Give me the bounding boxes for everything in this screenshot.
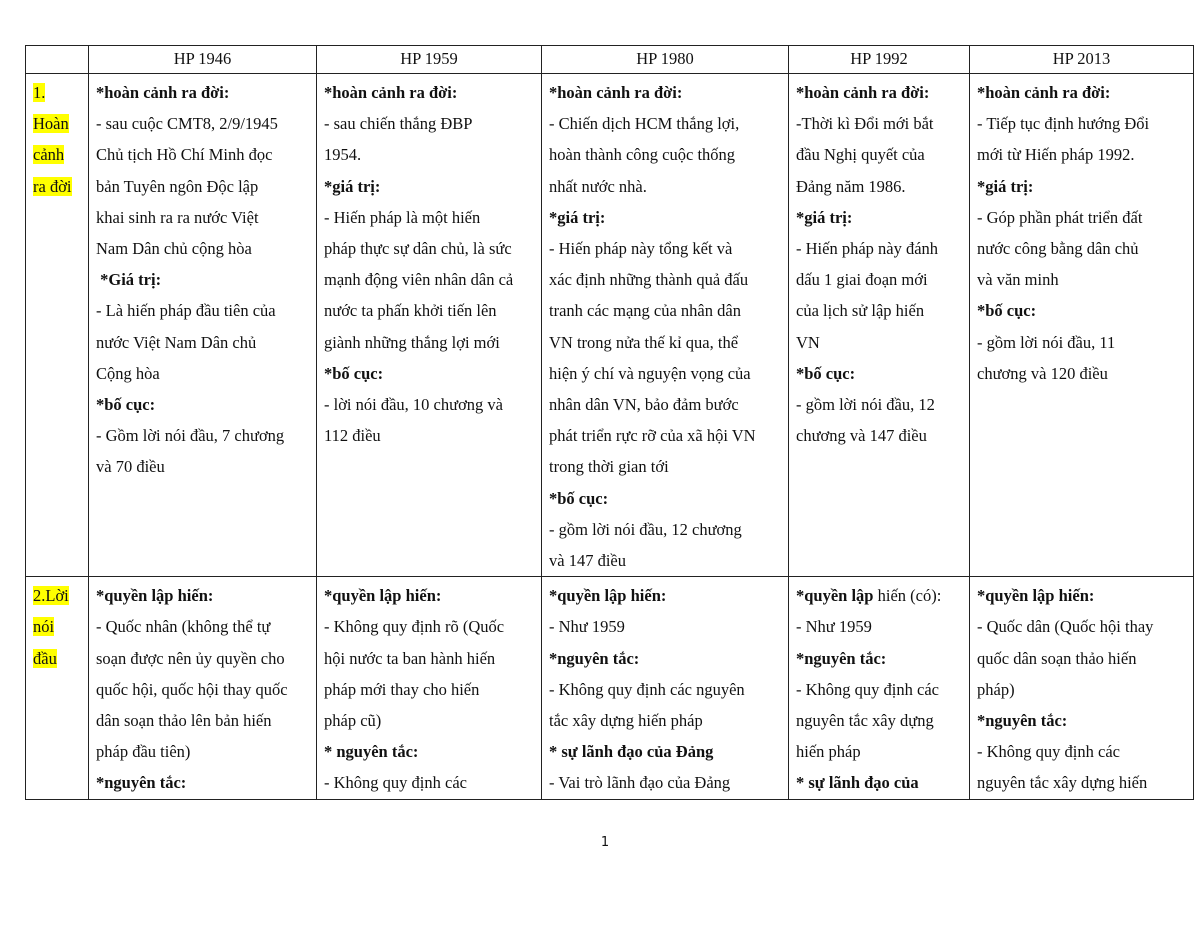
cell-heading: *quyền lập hiến: <box>977 586 1095 606</box>
table-cell <box>789 577 970 799</box>
cell-heading-line <box>977 295 1186 326</box>
cell-text-line: phát triển rực rỡ của xã hội VN <box>549 426 756 446</box>
cell-text-line: nhân dân VN, bảo đảm bước <box>549 395 739 415</box>
cell-heading-line <box>977 171 1186 202</box>
cell-text-line: Cộng hòa <box>96 363 160 383</box>
cell-text-line: quốc hội, quốc hội thay quốc <box>96 679 288 699</box>
cell-heading-line <box>549 580 781 611</box>
cell-text-line: Đảng năm 1986. <box>796 176 906 196</box>
cell-text-line: - Hiến pháp này tổng kết và <box>549 239 733 259</box>
cell-text-line: Chủ tịch Hồ Chí Minh đọc <box>96 145 273 165</box>
cell-text-line: khai sinh ra ra nước Việt <box>96 207 259 227</box>
cell-heading-line <box>796 358 962 389</box>
cell-heading: *quyền lập hiến: <box>549 586 667 606</box>
row-label-line: nói <box>33 617 55 637</box>
table-cell <box>970 74 1194 577</box>
cell-text-line: - Không quy định các <box>796 679 939 699</box>
cell-heading-line <box>549 77 781 108</box>
cell-text-line: - Như 1959 <box>549 617 625 637</box>
cell-text-line: - Quốc dân (Quốc hội thay <box>977 617 1154 637</box>
cell-text-line: quốc dân soạn thảo hiến <box>977 648 1137 668</box>
cell-heading: * nguyên tắc: <box>324 742 419 762</box>
cell-heading-line <box>96 580 309 611</box>
cell-text-line: - Không quy định rõ (Quốc <box>324 617 505 637</box>
cell-text-line: tắc xây dựng hiến pháp <box>549 711 703 731</box>
cell-text-line: giành những thắng lợi mới <box>324 332 500 352</box>
cell-text-line: trong thời gian tới <box>549 457 669 477</box>
cell-heading: *giá trị: <box>549 207 606 227</box>
cell-text-line: - Gồm lời nói đầu, 7 chương <box>96 426 285 446</box>
header-hp-1980: HP 1980 <box>542 46 789 74</box>
table-cell <box>789 74 970 577</box>
cell-heading: *hoàn cảnh ra đời: <box>549 83 683 102</box>
header-hp-1992: HP 1992 <box>789 46 970 74</box>
cell-text-line: hiến pháp <box>796 742 861 762</box>
cell-heading: *bố cục: <box>796 363 856 383</box>
cell-text-line: -Thời kì Đổi mới bắt <box>796 114 934 134</box>
cell-text-line: VN trong nửa thế kỉ qua, thể <box>549 332 739 352</box>
cell-heading: *bố cục: <box>324 363 384 383</box>
cell-text-line: chương và 147 điều <box>796 426 927 446</box>
cell-heading: *bố cục: <box>977 301 1037 321</box>
cell-heading-line <box>324 77 534 108</box>
table-cell <box>542 577 789 799</box>
cell-text-line: nguyên tắc xây dựng hiến <box>977 773 1148 793</box>
row-label-cell <box>26 74 89 577</box>
cell-heading: *hoàn cảnh ra đời: <box>96 83 230 102</box>
cell-heading-line <box>549 643 781 674</box>
table-cell <box>542 74 789 577</box>
cell-text-line: - Chiến dịch HCM thắng lợi, <box>549 114 740 134</box>
cell-text-line: - gồm lời nói đầu, 12 <box>796 395 935 415</box>
cell-text-line: tranh các mạng của nhân dân <box>549 301 741 321</box>
cell-heading-line <box>324 171 534 202</box>
header-blank-cell <box>26 46 89 74</box>
cell-heading: * sự lãnh đạo của Đảng <box>549 742 714 762</box>
cell-text-line: và 70 điều <box>96 457 165 477</box>
cell-text-line: mạnh động viên nhân dân cả <box>324 270 514 290</box>
cell-text-line: - gồm lời nói đầu, 12 chương <box>549 519 742 539</box>
cell-text-line: - Vai trò lãnh đạo của Đảng <box>549 773 731 793</box>
cell-heading: *bố cục: <box>96 395 156 415</box>
cell-heading-suffix: hiến (có): <box>873 586 942 606</box>
cell-heading-line <box>324 358 534 389</box>
cell-text-line: xác định những thành quả đấu <box>549 270 749 290</box>
row-label-line: cảnh <box>33 145 65 165</box>
cell-text-line: pháp đầu tiên) <box>96 742 191 762</box>
cell-text-line: nguyên tắc xây dựng <box>796 711 934 731</box>
cell-text-line: - gồm lời nói đầu, 11 <box>977 332 1116 352</box>
cell-heading: *hoàn cảnh ra đời: <box>324 83 458 102</box>
cell-text-line: - Không quy định các <box>324 773 467 793</box>
cell-text-line: và văn minh <box>977 270 1059 290</box>
cell-heading: *nguyên tắc: <box>796 648 887 668</box>
cell-heading: * sự lãnh đạo của <box>796 773 919 793</box>
table-cell <box>317 577 542 799</box>
cell-text-line: VN <box>796 332 820 352</box>
cell-text-line: pháp) <box>977 679 1015 699</box>
cell-heading-line <box>796 767 962 798</box>
page-number: 1 <box>600 835 610 850</box>
cell-heading: *quyền lập hiến: <box>324 586 442 606</box>
cell-heading: *hoàn cảnh ra đời: <box>796 83 930 102</box>
cell-text-line: chương và 120 điều <box>977 363 1108 383</box>
cell-heading-line <box>96 767 309 798</box>
table-row-hoan-canh <box>26 74 1194 577</box>
cell-text-line: - Hiến pháp là một hiến <box>324 207 481 227</box>
cell-text-line: - Không quy định các <box>977 742 1120 762</box>
cell-heading: *giá trị: <box>977 176 1034 196</box>
header-hp-1946: HP 1946 <box>89 46 317 74</box>
cell-heading: *bố cục: <box>549 488 609 508</box>
cell-heading: *giá trị: <box>324 176 381 196</box>
cell-heading-line <box>977 705 1186 736</box>
cell-text-line: pháp thực sự dân chủ, là sức <box>324 239 512 259</box>
row-label-cell <box>26 577 89 799</box>
cell-heading-line <box>324 736 534 767</box>
cell-text-line: - sau chiến thắng ĐBP <box>324 114 473 134</box>
cell-text-line: - Quốc nhân (không thể tự <box>96 617 271 637</box>
cell-heading-line <box>324 580 534 611</box>
row-label-line: 1. <box>33 83 46 102</box>
cell-heading: *Giá trị: <box>96 270 162 290</box>
header-row <box>26 46 1194 74</box>
header-hp-1959: HP 1959 <box>317 46 542 74</box>
cell-text-line: Nam Dân chủ cộng hòa <box>96 239 252 259</box>
cell-text-line: nhất nước nhà. <box>549 176 647 196</box>
cell-text-line: nước công bằng dân chủ <box>977 239 1139 259</box>
cell-text-line: mới từ Hiến pháp 1992. <box>977 145 1135 165</box>
cell-text-line: - Góp phần phát triển đất <box>977 207 1143 227</box>
cell-text-line: đầu Nghị quyết của <box>796 145 925 165</box>
cell-heading: *hoàn cảnh ra đời: <box>977 83 1111 102</box>
cell-text-line: dân soạn thảo lên bản hiến <box>96 711 272 731</box>
table-cell <box>89 74 317 577</box>
cell-text-line: bản Tuyên ngôn Độc lập <box>96 176 259 196</box>
cell-heading: *nguyên tắc: <box>977 711 1068 731</box>
cell-text-line: nước Việt Nam Dân chủ <box>96 332 257 352</box>
cell-text-line: - Hiến pháp này đánh <box>796 239 939 259</box>
cell-text-line: hội nước ta ban hành hiến <box>324 648 496 668</box>
cell-text-line: soạn được nên ủy quyền cho <box>96 648 285 668</box>
header-hp-2013: HP 2013 <box>970 46 1194 74</box>
row-label-line: ra đời <box>33 176 72 196</box>
cell-text-line: - Là hiến pháp đầu tiên của <box>96 301 276 321</box>
cell-heading: *giá trị: <box>796 207 853 227</box>
cell-heading-line <box>96 389 309 420</box>
cell-text-line: nước ta phấn khởi tiến lên <box>324 301 497 321</box>
cell-text-line: 1954. <box>324 145 362 165</box>
cell-heading-line <box>977 580 1186 611</box>
cell-heading-line <box>977 77 1186 108</box>
cell-heading-line <box>549 736 781 767</box>
cell-heading: *nguyên tắc: <box>96 773 187 793</box>
cell-text-line: dấu 1 giai đoạn mới <box>796 270 928 290</box>
cell-text-line: pháp mới thay cho hiến <box>324 679 480 699</box>
cell-text-line: - Không quy định các nguyên <box>549 679 745 699</box>
cell-heading-line <box>796 580 962 611</box>
table-row-loi-noi-dau <box>26 577 1194 799</box>
cell-text-line: hiện ý chí và nguyện vọng của <box>549 363 751 383</box>
cell-heading: *quyền lập hiến: <box>96 586 214 606</box>
cell-text-line: hoàn thành công cuộc thống <box>549 145 736 165</box>
cell-text-line: của lịch sử lập hiến <box>796 301 925 321</box>
cell-heading: *quyền lập <box>796 586 874 606</box>
row-label-line: 2.Lời <box>33 586 69 606</box>
cell-text-line: 112 điều <box>324 426 381 446</box>
cell-text-line: - lời nói đầu, 10 chương và <box>324 395 503 415</box>
cell-heading-line <box>96 264 309 295</box>
cell-text-line: - Như 1959 <box>796 617 872 637</box>
table-cell <box>89 577 317 799</box>
cell-text-line: - Tiếp tục định hướng Đổi <box>977 114 1150 134</box>
cell-heading-line <box>549 483 781 514</box>
cell-heading-line <box>796 202 962 233</box>
cell-heading-line <box>796 643 962 674</box>
row-label-line: đầu <box>33 648 57 668</box>
cell-text-line: và 147 điều <box>549 551 626 571</box>
cell-text-line: - sau cuộc CMT8, 2/9/1945 <box>96 114 278 134</box>
comparison-table <box>25 45 1194 800</box>
cell-heading-line <box>796 77 962 108</box>
cell-heading-line <box>549 202 781 233</box>
row-label-line: Hoàn <box>33 114 69 134</box>
table-cell <box>317 74 542 577</box>
cell-heading: *nguyên tắc: <box>549 648 640 668</box>
table-cell <box>970 577 1194 799</box>
cell-heading-line <box>96 77 309 108</box>
cell-text-line: pháp cũ) <box>324 711 382 731</box>
